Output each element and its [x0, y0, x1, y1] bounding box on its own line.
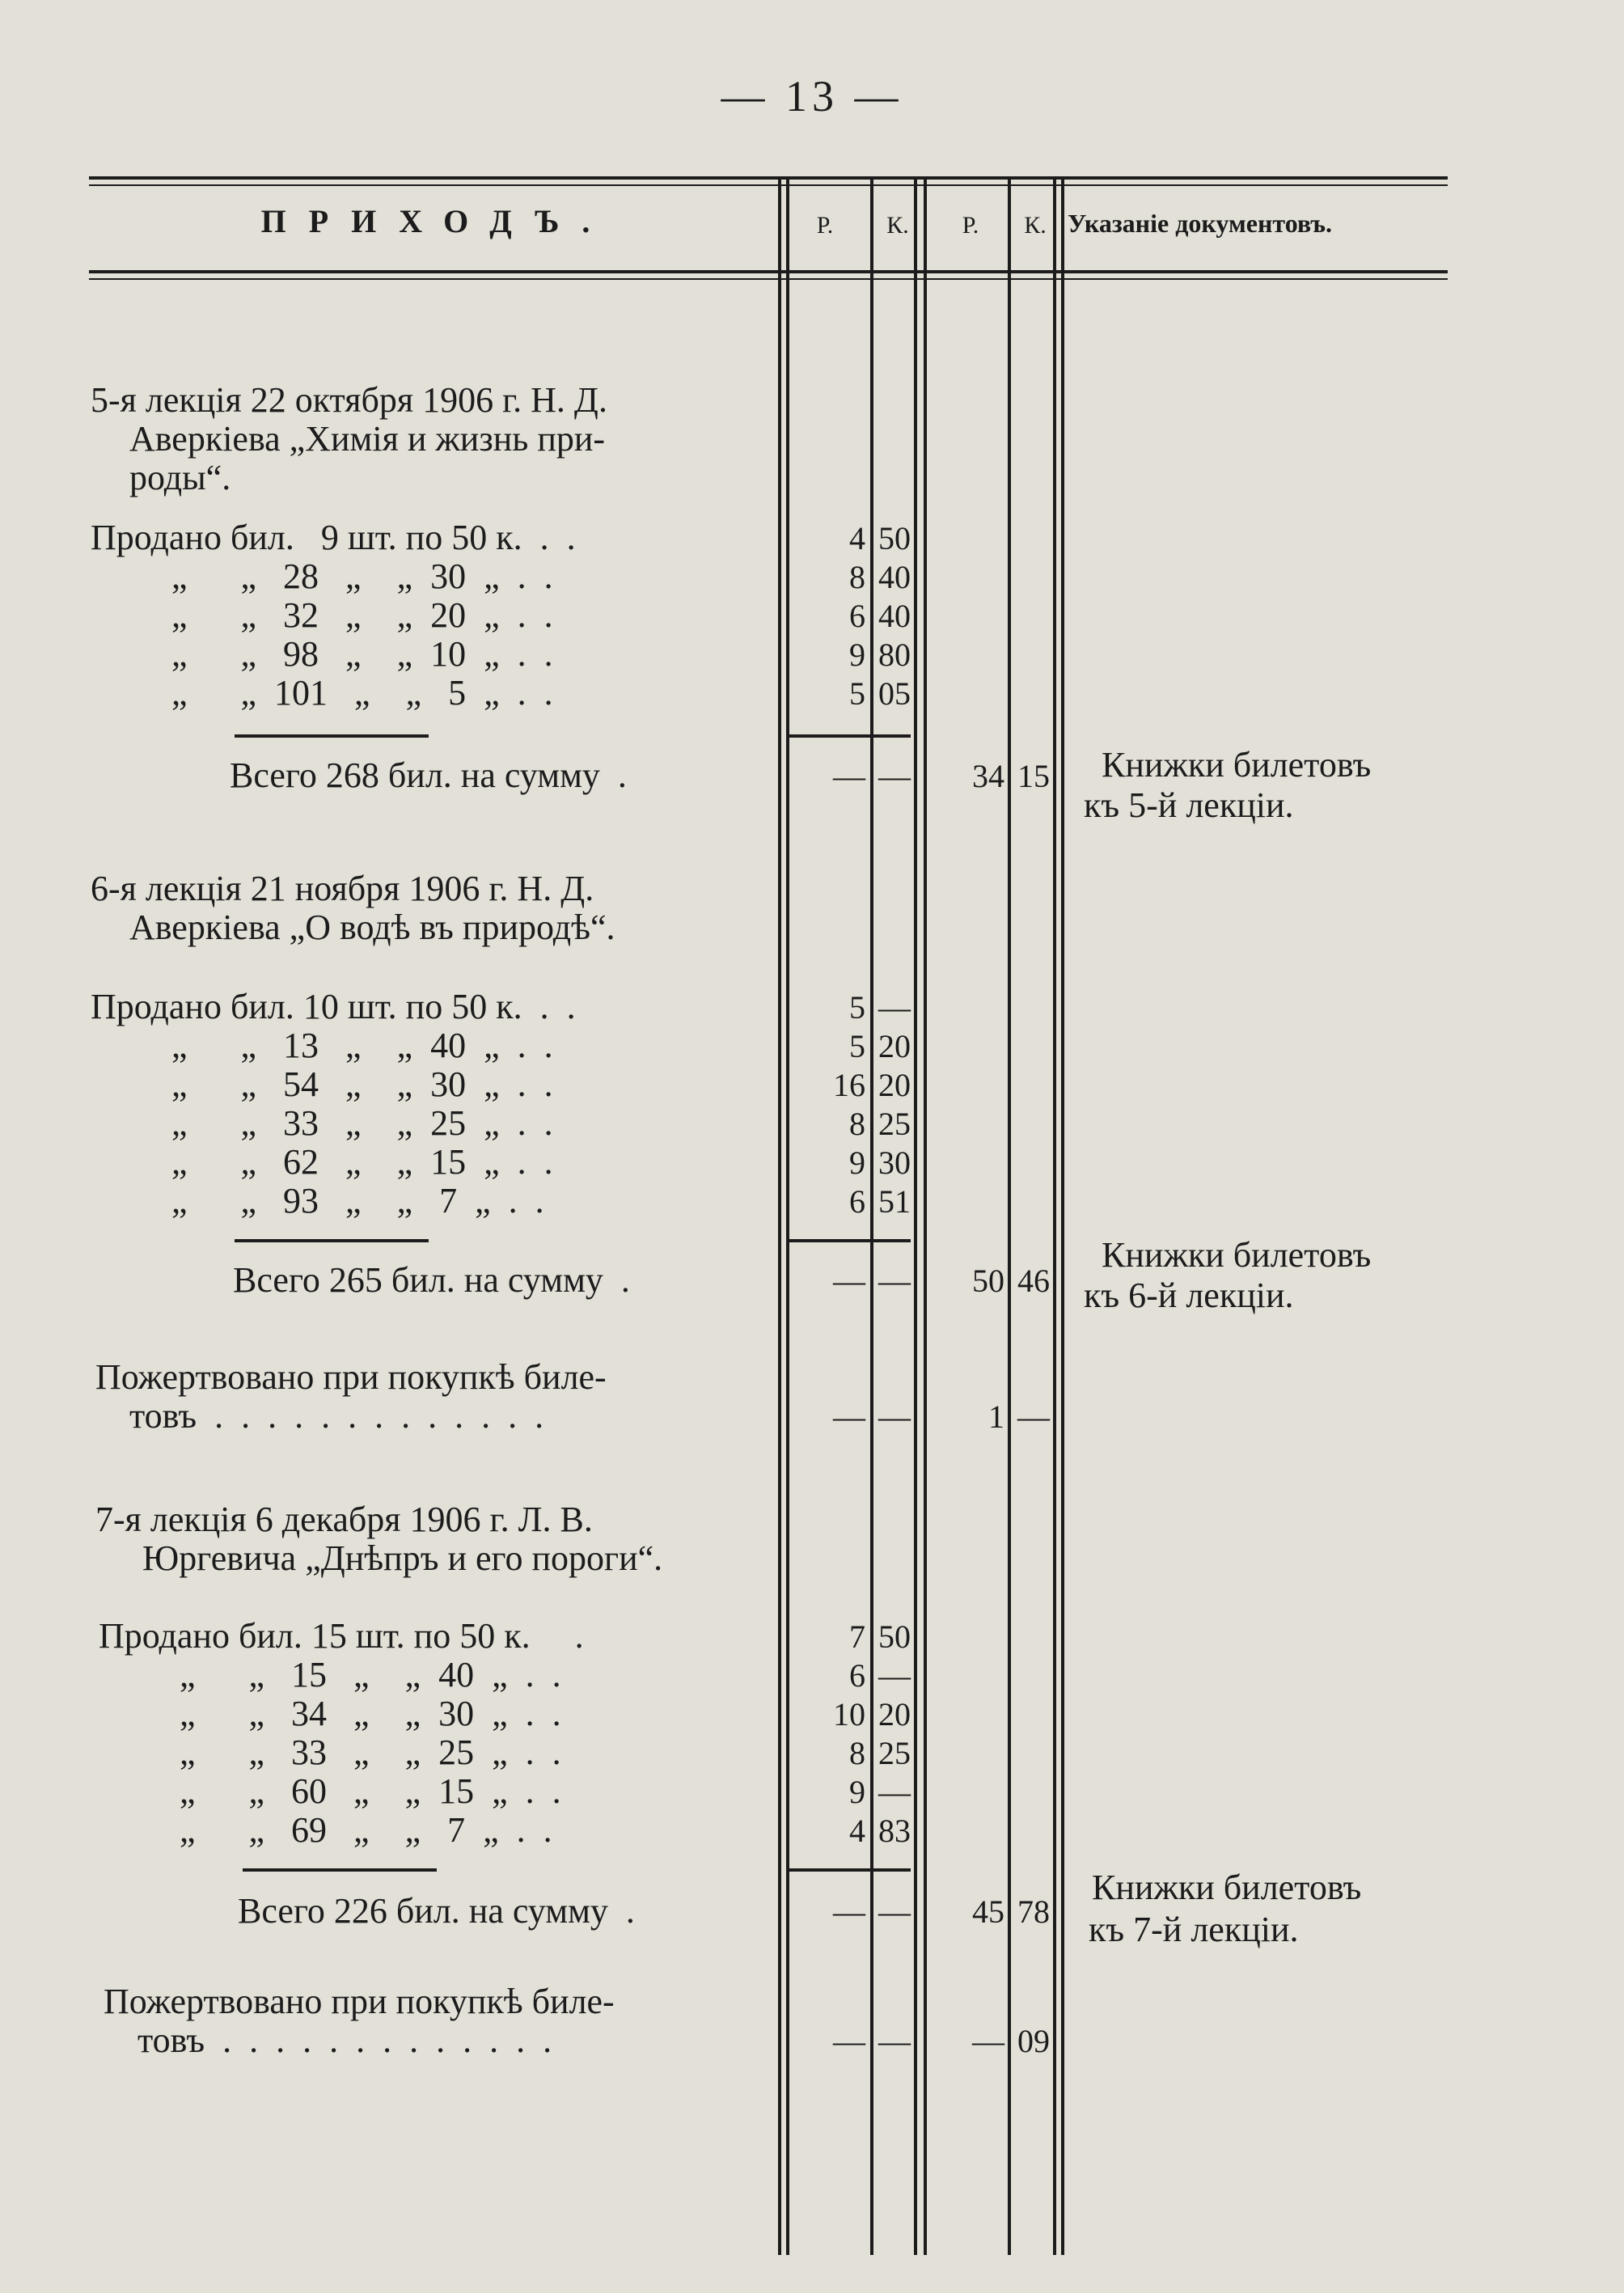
column-line	[778, 176, 781, 2255]
lecture-5-row: Продано бил. 9 шт. по 50 к. . .	[91, 518, 576, 557]
header-bottom-rule	[89, 270, 1448, 273]
lecture-7-total-rubles: 45	[972, 1893, 1004, 1930]
donation-2-kopecks: 09	[1017, 2023, 1050, 2059]
lecture-5-title-line-1: 5-я лекція 22 октября 1906 г. Н. Д.	[91, 380, 607, 420]
header-top-rule-2	[89, 184, 1448, 186]
lecture-6-note-line-1: Книжки билетовъ	[1102, 1235, 1372, 1275]
lecture-7-note-line-2: къ 7-й лекціи.	[1089, 1910, 1299, 1949]
lecture-5-title-line-2: Аверкіева „Химія и жизнь при-	[129, 419, 606, 459]
header-title: ПРИХОДЪ.	[260, 203, 613, 239]
lecture-7-row-kopecks: —	[878, 1657, 911, 1694]
lecture-5-row-rubles: 9	[849, 637, 865, 673]
header-col-r2: Р.	[962, 212, 979, 239]
lecture-6-total-kopecks: 46	[1017, 1263, 1050, 1299]
lecture-6-row-kopecks: 20	[878, 1067, 911, 1103]
lecture-7-row: „ „ 15 „ „ 40 „ . .	[180, 1655, 561, 1694]
lecture-6-row: „ „ 13 „ „ 40 „ . .	[171, 1026, 553, 1065]
lecture-5-total-rubles-1: —	[833, 758, 865, 794]
donation-1-line-2: товъ . . . . . . . . . . . . .	[129, 1396, 544, 1436]
lecture-7-row-rubles: 7	[849, 1618, 865, 1655]
lecture-6-row-rubles: 5	[849, 989, 865, 1026]
lecture-6-row-rubles: 8	[849, 1106, 865, 1142]
lecture-6-row-rubles: 16	[833, 1067, 865, 1103]
lecture-7-row: „ „ 60 „ „ 15 „ . .	[180, 1771, 561, 1811]
lecture-5-row-rubles: 8	[849, 559, 865, 595]
donation-1-line-1: Пожертвовано при покупкѣ биле-	[95, 1357, 607, 1397]
lecture-7-row-rubles: 9	[849, 1774, 865, 1810]
lecture-6-row: „ „ 62 „ „ 15 „ . .	[171, 1142, 553, 1182]
lecture-7-row: Продано бил. 15 шт. по 50 к. .	[99, 1616, 584, 1656]
column-line	[914, 176, 917, 2255]
donation-2-rubles: —	[972, 2023, 1004, 2059]
lecture-6-row: „ „ 93 „ „ 7 „ . .	[171, 1181, 544, 1221]
lecture-6-total-label: Всего 265 бил. на сумму .	[233, 1260, 630, 1300]
lecture-5-row: „ „ 32 „ „ 20 „ . .	[171, 595, 553, 635]
donation-2-line-1: Пожертвовано при покупкѣ биле-	[104, 1982, 615, 2021]
lecture-6-total-rubles-1: —	[833, 1263, 865, 1299]
lecture-7-row: „ „ 69 „ „ 7 „ . .	[180, 1810, 552, 1850]
lecture-6-row-kopecks: 25	[878, 1106, 911, 1142]
column-line	[1008, 176, 1011, 2255]
lecture-5-separator	[235, 734, 429, 738]
lecture-5-row: „ „ 101 „ „ 5 „ . .	[171, 673, 553, 713]
lecture-6-row-rubles: 5	[849, 1028, 865, 1064]
lecture-7-row-rubles: 6	[849, 1657, 865, 1694]
lecture-6-total-kopecks-1: —	[878, 1263, 911, 1299]
lecture-5-row-kopecks: 40	[878, 559, 911, 595]
donation-1-kopecks: —	[1017, 1398, 1050, 1435]
lecture-7-row: „ „ 34 „ „ 30 „ . .	[180, 1694, 561, 1733]
lecture-5-row-kopecks: 80	[878, 637, 911, 673]
donation-2-line-2: товъ . . . . . . . . . . . . .	[137, 2020, 552, 2060]
donation-2-rubles-1: —	[833, 2023, 865, 2059]
lecture-7-row-kopecks: —	[878, 1774, 911, 1810]
header-top-rule	[89, 176, 1448, 180]
lecture-5-row-rubles: 4	[849, 520, 865, 556]
lecture-7-sum-rule	[789, 1868, 911, 1872]
lecture-7-total-rubles-1: —	[833, 1893, 865, 1930]
column-line	[1061, 176, 1064, 2255]
lecture-6-note-line-2: къ 6-й лекціи.	[1084, 1276, 1294, 1315]
lecture-5-row-rubles: 6	[849, 598, 865, 634]
lecture-5-title-line-3: роды“.	[129, 458, 231, 497]
lecture-5-note-line-2: къ 5-й лекціи.	[1084, 785, 1294, 825]
lecture-6-row: „ „ 54 „ „ 30 „ . .	[171, 1064, 553, 1104]
lecture-5-total-kopecks-1: —	[878, 758, 911, 794]
lecture-6-row-kopecks: 51	[878, 1183, 911, 1220]
lecture-5-row: „ „ 28 „ „ 30 „ . .	[171, 556, 553, 596]
lecture-6-row: „ „ 33 „ „ 25 „ . .	[171, 1103, 553, 1143]
lecture-6-row: Продано бил. 10 шт. по 50 к. . .	[91, 987, 576, 1026]
lecture-7-row-kopecks: 83	[878, 1813, 911, 1849]
donation-1-kopecks-1: —	[878, 1398, 911, 1435]
lecture-7-note-line-1: Книжки билетовъ	[1092, 1868, 1362, 1907]
lecture-7-row-kopecks: 50	[878, 1618, 911, 1655]
lecture-6-total-rubles: 50	[972, 1263, 1004, 1299]
lecture-6-row-kopecks: 20	[878, 1028, 911, 1064]
header-col-r1: Р.	[816, 212, 834, 239]
lecture-5-total-label: Всего 268 бил. на сумму .	[230, 755, 627, 795]
lecture-5-total-kopecks: 15	[1017, 758, 1050, 794]
lecture-7-separator	[243, 1868, 437, 1872]
lecture-5-row-kopecks: 05	[878, 675, 911, 712]
lecture-6-sum-rule	[789, 1239, 911, 1242]
lecture-7-total-kopecks: 78	[1017, 1893, 1050, 1930]
lecture-5-row-kopecks: 40	[878, 598, 911, 634]
lecture-5-note-line-1: Книжки билетовъ	[1102, 745, 1372, 785]
lecture-5-row-rubles: 5	[849, 675, 865, 712]
lecture-6-row-rubles: 9	[849, 1144, 865, 1181]
lecture-6-row-kopecks: 30	[878, 1144, 911, 1181]
lecture-7-row-rubles: 10	[833, 1696, 865, 1732]
column-line	[924, 176, 927, 2255]
lecture-7-total-kopecks-1: —	[878, 1893, 911, 1930]
lecture-6-title-line-2: Аверкіева „О водѣ въ природѣ“.	[129, 907, 615, 947]
donation-2-kopecks-1: —	[878, 2023, 911, 2059]
column-line	[1053, 176, 1056, 2255]
donation-1-rubles-1: —	[833, 1398, 865, 1435]
lecture-5-row: „ „ 98 „ „ 10 „ . .	[171, 634, 553, 674]
lecture-5-sum-rule	[789, 734, 911, 738]
header-bottom-rule-2	[89, 278, 1448, 280]
header-col-k2: К.	[1024, 212, 1047, 239]
lecture-6-separator	[235, 1239, 429, 1242]
lecture-6-row-rubles: 6	[849, 1183, 865, 1220]
lecture-7-title-line-1: 7-я лекція 6 декабря 1906 г. Л. В.	[95, 1500, 593, 1539]
lecture-5-total-rubles: 34	[972, 758, 1004, 794]
header-documents: Указаніе документовъ.	[1068, 209, 1333, 238]
lecture-7-row-rubles: 8	[849, 1735, 865, 1771]
lecture-7-row-kopecks: 25	[878, 1735, 911, 1771]
lecture-6-title-line-1: 6-я лекція 21 ноября 1906 г. Н. Д.	[91, 869, 594, 908]
lecture-5-row-kopecks: 50	[878, 520, 911, 556]
donation-1-rubles: 1	[988, 1398, 1004, 1435]
lecture-7-row-rubles: 4	[849, 1813, 865, 1849]
lecture-6-row-kopecks: —	[878, 989, 911, 1026]
lecture-7-row-kopecks: 20	[878, 1696, 911, 1732]
lecture-7-total-label: Всего 226 бил. на сумму .	[238, 1891, 635, 1931]
page-number: — 13 —	[721, 72, 903, 121]
lecture-7-row: „ „ 33 „ „ 25 „ . .	[180, 1732, 561, 1772]
header-col-k1: К.	[886, 212, 909, 239]
lecture-7-title-line-2: Юргевича „Днѣпръ и его пороги“.	[142, 1538, 663, 1578]
